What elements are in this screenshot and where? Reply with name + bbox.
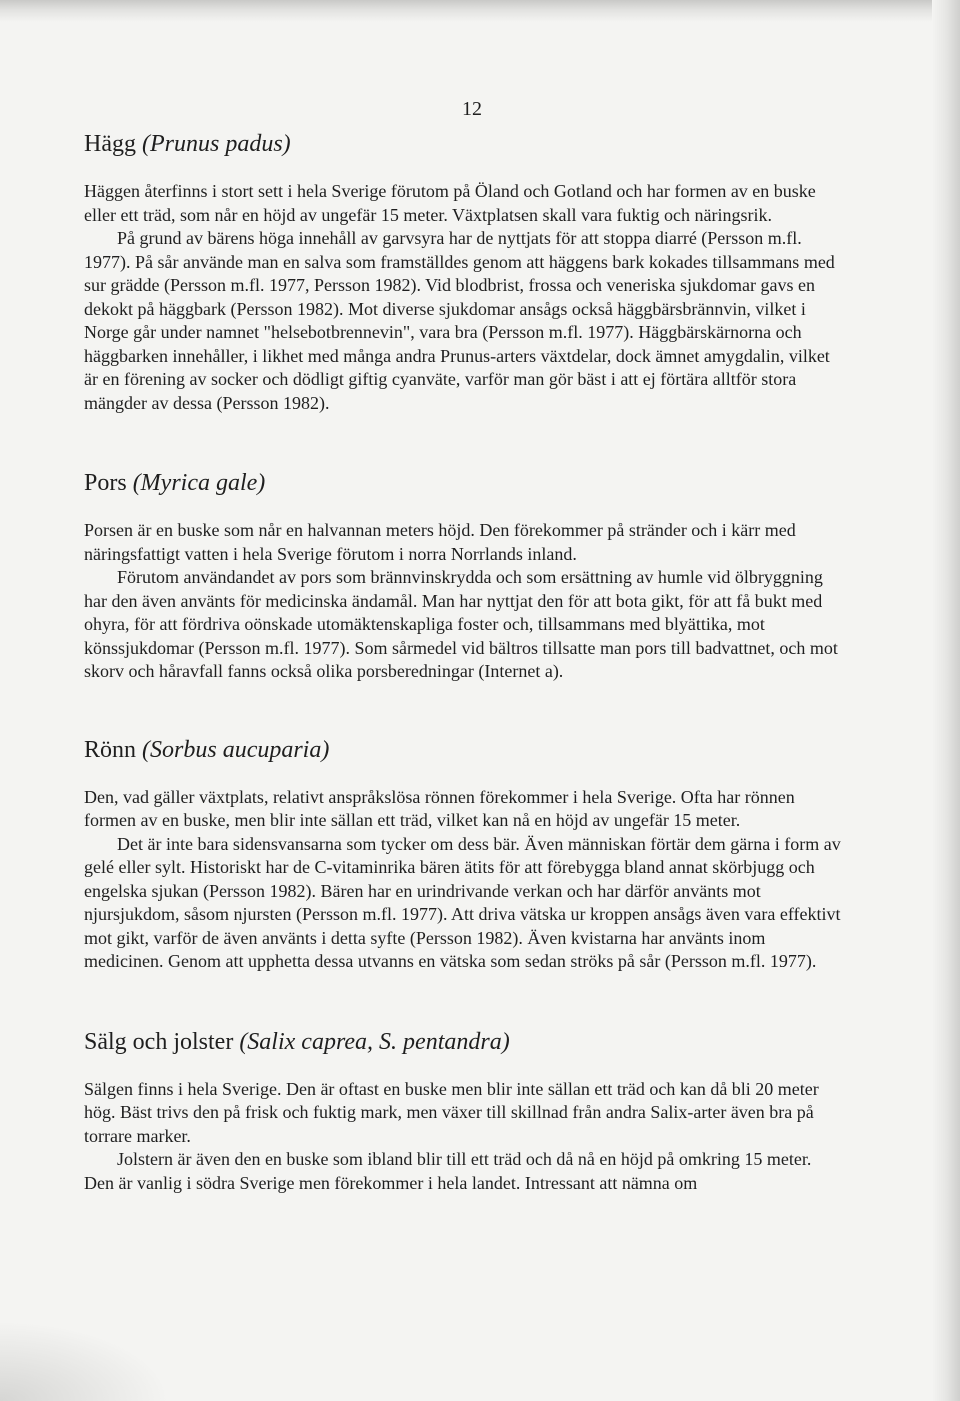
page-number: 12 [462, 98, 482, 120]
section-heading-hagg [84, 128, 844, 160]
scan-shadow-bottom-left [0, 1321, 170, 1401]
scan-shadow-right [932, 0, 960, 1401]
paragraph: Jolstern är även den en buske som ibland blir till ett träd och då nå en höjd på omkring 15 meter. Den är vanlig i södra Sverige men förekommer i hela landet. Intressant att nämna om [84, 1149, 812, 1193]
heading-latin-name: (Salix caprea, S. pentandra) [239, 1028, 510, 1055]
paragraph: På grund av bärens höga innehåll av garvsyra har de nyttjats för att stoppa diarré (Persson m.fl. 1977). På sår använde man en salva som framställdes genom att häggens bark kokades tillsammans med sur grädde (Persson m.fl. 1977, Persson 1982). Vid blodbrist, frossa och veneriska sjukdomar gavs en dekokt på häggbark (Persson 1982). Mot diverse sjukdomar ansågs också häggbärsbrännvin, vilket i Norge går under namnet "helsebotbrennevin", vara bra (Persson m.fl. 1977). Häggbärskärnorna och häggbarken innehåller, i likhet med många andra Prunus-arters växtdelar, dock ämnet amygdalin, vilket är en förening av socker och dödligt giftig cyanväte, varför man gör bäst i att ej förtära alltför stora mängder av dessa (Persson 1982). [84, 228, 835, 413]
heading-latin-name: (Sorbus aucuparia) [142, 736, 330, 763]
heading-common-name: Sälg och jolster [84, 1028, 240, 1055]
section-heading-ronn [84, 734, 844, 766]
paragraph: Häggen återfinns i stort sett i hela Sverige förutom på Öland och Gotland och har formen av en buske eller ett träd, som når en höjd av ungefär 15 meter. Växtplatsen skall vara fuktig och näringsrik. [84, 181, 816, 225]
paragraph: Den, vad gäller växtplats, relativt anspråkslösa rönnen förekommer i hela Sverige. Ofta har rönnen formen av en buske, men blir inte sällan ett träd, vilket kan nå en höjd av ungefär 15 meter. [84, 786, 795, 830]
paragraph: Det är inte bara sidensvansarna som tycker om dess bär. Även människan förtär dem gärna i form av gelé eller sylt. Historiskt har de C-vitaminrika bären ätits för att förebygga bland annat skörbjugg och engelska sjukan (Persson 1982). Bären har en urindrivande verkan och har därför använts mot njursjukdom, såsom njursten (Persson m.fl. 1977). Att driva vätska ur kroppen ansågs även vara effektivt mot gikt, varför de även använts i detta syfte (Persson 1982). Även kvistarna har använts inom medicinen. Genom att upphetta dessa utvanns en vätska som sedan ströks på sår (Persson m.fl. 1977). [84, 833, 841, 971]
heading-common-name: Hägg [84, 131, 142, 157]
paragraph: Porsen är en buske som når en halvannan meters höjd. Den förekommer på stränder och i kärr med näringsfattigt vatten i hela Sverige förutom i norra Norrlands inland. [84, 520, 796, 564]
paragraph: Sälgen finns i hela Sverige. Den är oftast en buske men blir inte sällan ett träd och kan då bli 20 meter hög. Bäst trivs den på frisk och fuktig mark, men växer till skillnad från andra Salix-arter även bra på torrare marker. [84, 1078, 819, 1146]
heading-common-name: Rönn [84, 736, 143, 763]
page-body [84, 128, 844, 1195]
section-heading-salg-jolster [84, 1026, 844, 1058]
heading-latin-name: (Prunus padus) [141, 131, 291, 157]
heading-common-name: Pors [84, 470, 133, 496]
scan-shadow-top [0, 0, 960, 22]
paragraph: Förutom användandet av pors som brännvinskrydda och som ersättning av humle vid ölbryggning har den även använts för medicinska ändamål. Man har nyttjat den för att bota gikt, för att få bukt med ohyra, för att fördriva oönskade utomäktenskapliga foster och, tillsammans med blyättika, mot könssjukdomar (Persson m.fl. 1977). Som sårmedel vid bältros tillsatte man pors till badvattnet, och mot skorv och håravfall fanns också olika porsberedningar (Internet a). [84, 567, 838, 681]
section-heading-pors [84, 467, 844, 499]
heading-latin-name: (Myrica gale) [132, 470, 266, 496]
